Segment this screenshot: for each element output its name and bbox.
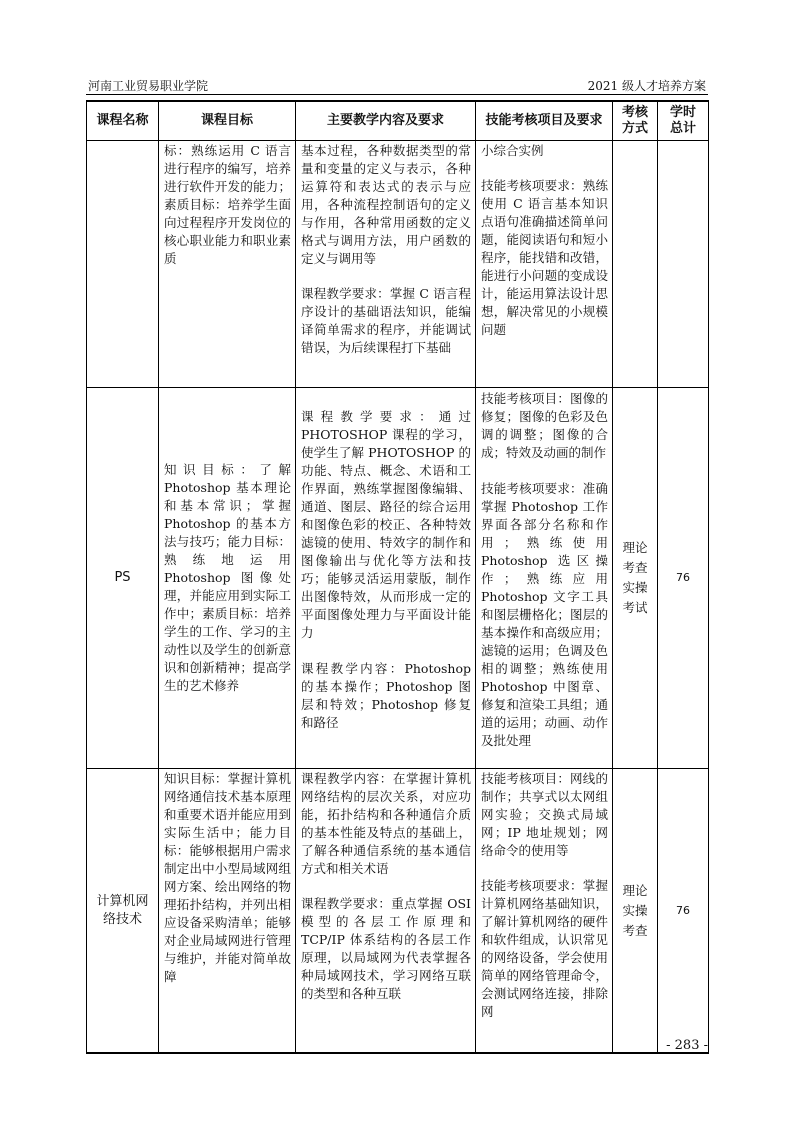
content-requirement-text: 课程教学要求：重点掌握 OSI 模型的各层工作原理和 TCP/IP 体系结构的各层工作原理，以局域网为代表掌握各种局域网技术，学习网络互联的类型和各种互联	[301, 896, 471, 1001]
table-row	[87, 141, 709, 388]
table-row	[87, 388, 709, 769]
skill-cell	[476, 141, 613, 388]
skill-requirement-text: 技能考核项要求：准确掌握 Photoshop 工作界面各部分名称和作用；熟练使用 Photoshop 选区操作；熟练应用 Photoshop 文字工具和图层栅格化；图层的基本操作和高级应用；滤镜的运用；色调及色相的调整；熟练使用 Photoshop 中图章、修复和渲染工具组；通道的运用；动画、动作及批处理	[481, 481, 608, 748]
skill-requirement-text: 技能考核项要求：熟练使用 C 语言基本知识点语句准确描述简单问题，能阅读语句和短小程序，能找错和改错，能进行小问题的变成设计，能运用算法设计思想，解决常见的小规模问题	[481, 178, 608, 337]
assessment-method-cell: 理论 考查 实操 考试	[613, 388, 658, 769]
skill-item-text: 小综合实例	[481, 143, 544, 158]
course-goal-text: 标：熟练运用 C 语言进行程序的编写，培养进行软件开发的能力；素质目标：培养学生面向过程程序开发岗位的核心职业能力和职业素质	[164, 143, 291, 266]
total-hours-cell	[658, 141, 709, 388]
skill-cell	[476, 769, 613, 1054]
column-header-content: 主要教学内容及要求	[296, 101, 476, 141]
column-header-assessment-method: 考核 方式	[613, 101, 658, 141]
column-header-course-name: 课程名称	[87, 101, 159, 141]
skill-item-text: 技能考核项目：网线的制作；共享式以太网组网实验；交换式局域网；IP 地址规划；网络命令的使用等	[481, 771, 608, 858]
course-goal-cell	[159, 388, 296, 769]
document-title: 2021 级人才培养方案	[587, 79, 706, 93]
skill-item-text: 技能考核项目：图像的修复；图像的色彩及色调的调整；图像的合成；特效及动画的制作	[481, 391, 608, 460]
assessment-method-cell	[613, 141, 658, 388]
content-requirement-text: 课程教学要求：掌握 C 语言程序设计的基础语法知识，能编译简单需求的程序，并能调试错误，为后续课程打下基础	[301, 286, 471, 355]
column-header-skill-assessment: 技能考核项目及要求	[476, 101, 613, 141]
column-header-total-hours: 学时 总计	[658, 101, 709, 141]
page-number: - 283 -	[666, 1038, 708, 1053]
course-name-cell: PS	[87, 388, 159, 769]
table-header-row	[87, 101, 709, 141]
course-goal-text: 知识目标：掌握计算机网络通信技术基本原理和重要术语并能应用到实际生活中；能力目标：能够根据用户需求制定出中小型局域网组网方案、绘出网络的物理拓扑结构，并列出相应设备采购清单；能够对企业局域网进行管理与维护，并能对简单故障	[164, 771, 291, 984]
header-rule	[86, 94, 708, 95]
content-cell	[296, 141, 476, 388]
total-hours-cell: 76	[658, 769, 709, 1054]
assessment-method-cell: 理论 实操 考查	[613, 769, 658, 1054]
running-header	[86, 76, 708, 96]
content-text: 课程教学内容：在掌握计算机网络结构的层次关系，对应功能，拓扑结构和各种通信介质的基本性能及特点的基础上，了解各种通信系统的基本通信方式和相关术语	[301, 771, 471, 876]
course-name-cell: 计算机网 络技术	[87, 769, 159, 1054]
course-table	[86, 100, 709, 1054]
content-text: 基本过程，各种数据类型的常量和变量的定义与表示，各种运算符和表达式的表示与应用，各种流程控制语句的定义与作用，各种常用函数的定义格式与调用方法，用户函数的定义与调用等	[301, 143, 471, 266]
column-header-course-goal: 课程目标	[159, 101, 296, 141]
total-hours-cell: 76	[658, 388, 709, 769]
content-cell	[296, 769, 476, 1054]
institution-name: 河南工业贸易职业学院	[88, 79, 209, 93]
table-row	[87, 769, 709, 1054]
content-requirement-text: 课程教学要求：通过 PHOTOSHOP 课程的学习，使学生了解 PHOTOSHOP 的功能、特点、概念、术语和工作界面，熟练掌握图像编辑、通道、图层、路径的综合运用和图像色彩的校正、各种特效滤镜的使用、特效字的制作和图像输出与优化等方法和技巧；能够灵活运用蒙版，制作出图像特效，从而形成一定的平面图像处理力与平面设计能力	[301, 409, 471, 640]
skill-requirement-text: 技能考核项要求：掌握计算机网络基础知识，了解计算机网络的硬件和软件组成，认识常见的网络设备，学会使用简单的网络管理命令，会测试网络连接，排除网	[481, 878, 608, 1019]
course-goal-text: 知识目标：了解 Photoshop 基本理论和基本常识；掌握 Photoshop 的基本方法与技巧；能力目标：熟练地运用 Photoshop 图像处理，并能应用到实际工作中；素质目标：培养学生的工作、学习的主动性以及学生的创新意识和创新精神；提高学生的艺术修养	[164, 462, 291, 693]
content-text: 课程教学内容：Photoshop 的基本操作；Photoshop 图层和特效；Photoshop 修复和路径	[301, 661, 471, 730]
skill-cell	[476, 388, 613, 769]
course-goal-cell	[159, 769, 296, 1054]
course-goal-cell	[159, 141, 296, 388]
course-name-cell	[87, 141, 159, 388]
content-cell	[296, 388, 476, 769]
